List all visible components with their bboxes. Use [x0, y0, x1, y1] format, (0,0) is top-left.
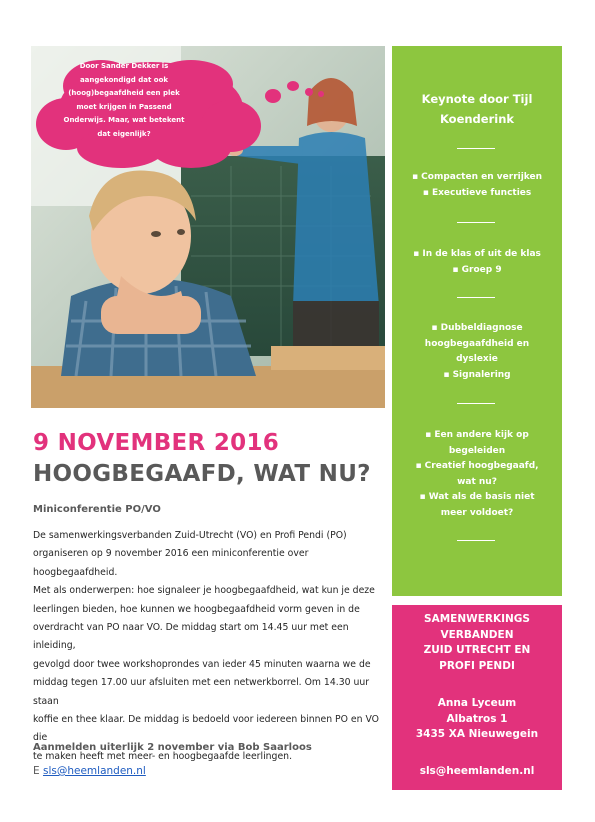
- address-line: 3435 XA Nieuwegein: [415, 728, 539, 740]
- bubble-line: Onderwijs. Maar, wat betekent: [63, 116, 185, 124]
- event-date: 9 NOVEMBER 2016: [33, 430, 280, 456]
- body-line: overdracht van PO naar VO. De middag start om 14.45 uur met een inleiding,: [33, 622, 349, 652]
- organizer-line: VERBANDEN: [440, 628, 514, 641]
- body-line: organiseren op 9 november 2016 een miniconferentie over hoogbegaafdheid.: [33, 548, 309, 578]
- topic-line: ▪ Compacten en verrijken: [411, 172, 543, 182]
- registration-note: Aanmelden uiterlijk 2 november via Bob Saarloos: [33, 742, 312, 753]
- topic-line: ▪ In de klas of uit de klas: [413, 249, 541, 259]
- bubble-line: moet krijgen in Passend: [76, 102, 172, 111]
- topic-group-3: [392, 321, 562, 383]
- body-line: te maken heeft met meer- en hoogbegaafde leerlingen.: [33, 750, 293, 762]
- separator-line: [457, 148, 495, 149]
- contact-email: sls@heemlanden.nl: [419, 765, 535, 777]
- topic-line: meer voldoet?: [440, 507, 514, 518]
- subtitle: Miniconferentie PO/VO: [33, 504, 161, 515]
- separator-line: [457, 403, 495, 404]
- email-prefix: E: [33, 765, 40, 777]
- topic-line: ▪ Dubbeldiagnose: [431, 323, 523, 333]
- organizer-line: ZUID UTRECHT EN: [423, 644, 531, 656]
- bubble-line: dat eigenlijk?: [97, 129, 151, 138]
- organizer-line: SAMENWERKINGS: [424, 613, 530, 625]
- bubble-line: aangekondigd dat ook: [79, 75, 169, 84]
- topic-group-4: [392, 428, 562, 521]
- thought-bubble-text: [62, 60, 186, 141]
- topic-line: begeleiden: [448, 445, 506, 456]
- organizer-block: [392, 612, 562, 674]
- topic-line: ▪ Creatief hoogbegaafd,: [415, 461, 539, 471]
- topic-line: dyslexie: [456, 354, 498, 364]
- email-link[interactable]: sls@heemlanden.nl: [42, 765, 146, 777]
- separator-line: [457, 297, 495, 298]
- topic-line: ▪ Een andere kijk op: [425, 430, 529, 440]
- page-title: HOOGBEGAAFD, WAT NU?: [33, 461, 371, 487]
- topic-group-1: [392, 170, 562, 201]
- keynote-line: Keynote door Tijl: [421, 92, 533, 106]
- body-line: leerlingen bieden, hoe kunnen we hoogbegaafdheid vorm geven in de: [33, 603, 360, 615]
- address-line: Anna Lyceum: [437, 697, 517, 709]
- topic-line: ▪ Signalering: [443, 369, 511, 380]
- address-line: Albatros 1: [446, 712, 508, 725]
- body-line: middag tegen 17.00 uur afsluiten met een netwerkborrel. Om 14.30 uur staan: [33, 677, 370, 707]
- separator-line: [457, 222, 495, 223]
- topic-group-2: [392, 247, 562, 278]
- topic-line: hoogbegaafdheid en: [424, 338, 530, 349]
- organizer-line: PROFI PENDI: [439, 659, 515, 672]
- topic-line: ▪ Wat als de basis niet: [419, 492, 535, 502]
- address-block: [392, 696, 562, 743]
- bubble-line: Door Sander Dekker is: [79, 62, 169, 70]
- email-row: [33, 765, 146, 777]
- separator-line: [457, 540, 495, 541]
- body-line: Met als onderwerpen: hoe signaleer je hoogbegaafdheid, wat kun je deze: [33, 585, 375, 597]
- keynote-heading: [392, 89, 562, 129]
- keynote-line: Koenderink: [439, 112, 515, 126]
- body-line: gevolgd door twee workshoprondes van ieder 45 minuten waarna we de: [33, 658, 371, 670]
- topic-line: wat nu?: [457, 476, 497, 487]
- topic-line: ▪ Executieve functies: [422, 187, 532, 198]
- body-line: koffie en thee klaar. De middag is bedoeld voor iedereen binnen PO en VO die: [33, 714, 380, 744]
- bubble-line: (hoog)begaafdheid een plek: [68, 89, 180, 97]
- intro-paragraph: [33, 527, 393, 766]
- topic-line: ▪ Groep 9: [452, 264, 502, 275]
- body-line: De samenwerkingsverbanden Zuid-Utrecht (VO) en Profi Pendi (PO): [33, 530, 347, 541]
